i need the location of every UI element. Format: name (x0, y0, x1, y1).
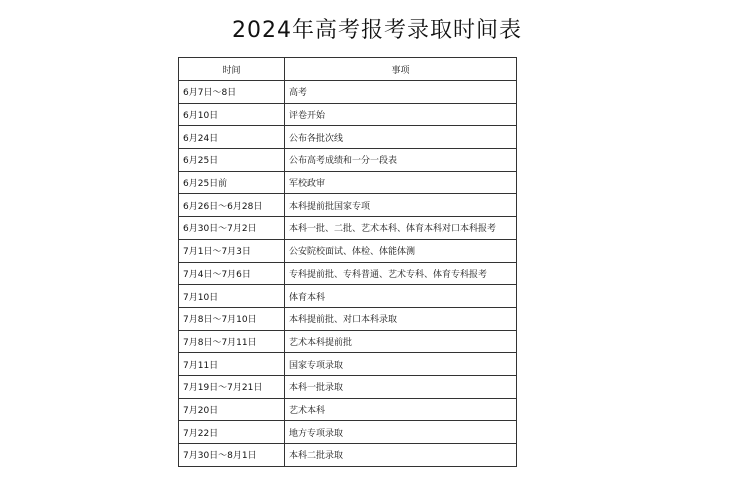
table-header-row (179, 58, 517, 81)
table-row (179, 81, 517, 104)
row-item: 地方专项录取 (285, 421, 517, 444)
row-time: 7月30日～8月1日 (179, 444, 285, 467)
column-header-item: 事项 (285, 58, 517, 81)
row-item: 军校政审 (285, 171, 517, 194)
row-time: 7月19日～7月21日 (179, 375, 285, 398)
table-row (179, 353, 517, 376)
row-item: 艺术本科 (285, 398, 517, 421)
row-item: 本科二批录取 (285, 444, 517, 467)
row-item: 体育本科 (285, 285, 517, 308)
row-item: 高考 (285, 81, 517, 104)
row-item: 公布各批次线 (285, 126, 517, 149)
table-row (179, 103, 517, 126)
table-row (179, 398, 517, 421)
row-item: 本科一批、二批、艺术本科、体育本科对口本科报考 (285, 217, 517, 240)
table-row (179, 194, 517, 217)
table-row (179, 307, 517, 330)
column-header-time: 时间 (179, 58, 285, 81)
row-time: 6月7日～8日 (179, 81, 285, 104)
table-body (179, 81, 517, 467)
row-item: 本科提前批、对口本科录取 (285, 307, 517, 330)
table-row (179, 421, 517, 444)
row-time: 6月30日～7月2日 (179, 217, 285, 240)
row-time: 7月20日 (179, 398, 285, 421)
table-row (179, 285, 517, 308)
row-item: 本科一批录取 (285, 375, 517, 398)
table-row (179, 171, 517, 194)
table-row (179, 239, 517, 262)
row-time: 6月25日 (179, 149, 285, 172)
row-time: 6月26日～6月28日 (179, 194, 285, 217)
row-time: 7月22日 (179, 421, 285, 444)
row-item: 专科提前批、专科普通、艺术专科、体育专科报考 (285, 262, 517, 285)
table-row (179, 375, 517, 398)
table-row (179, 444, 517, 467)
row-time: 7月8日～7月10日 (179, 307, 285, 330)
row-time: 6月24日 (179, 126, 285, 149)
row-time: 7月4日～7月6日 (179, 262, 285, 285)
table-row (179, 126, 517, 149)
page-title: 2024年高考报考录取时间表 (232, 18, 522, 43)
row-item: 公布高考成绩和一分一段表 (285, 149, 517, 172)
table-row (179, 149, 517, 172)
row-item: 国家专项录取 (285, 353, 517, 376)
row-time: 7月8日～7月11日 (179, 330, 285, 353)
row-item: 本科提前批国家专项 (285, 194, 517, 217)
row-time: 6月25日前 (179, 171, 285, 194)
row-time: 7月10日 (179, 285, 285, 308)
schedule-table (178, 57, 517, 467)
row-item: 评卷开始 (285, 103, 517, 126)
row-time: 7月1日～7月3日 (179, 239, 285, 262)
row-time: 6月10日 (179, 103, 285, 126)
table-row (179, 330, 517, 353)
table-row (179, 217, 517, 240)
row-item: 公安院校面试、体检、体能体测 (285, 239, 517, 262)
row-item: 艺术本科提前批 (285, 330, 517, 353)
table-row (179, 262, 517, 285)
row-time: 7月11日 (179, 353, 285, 376)
